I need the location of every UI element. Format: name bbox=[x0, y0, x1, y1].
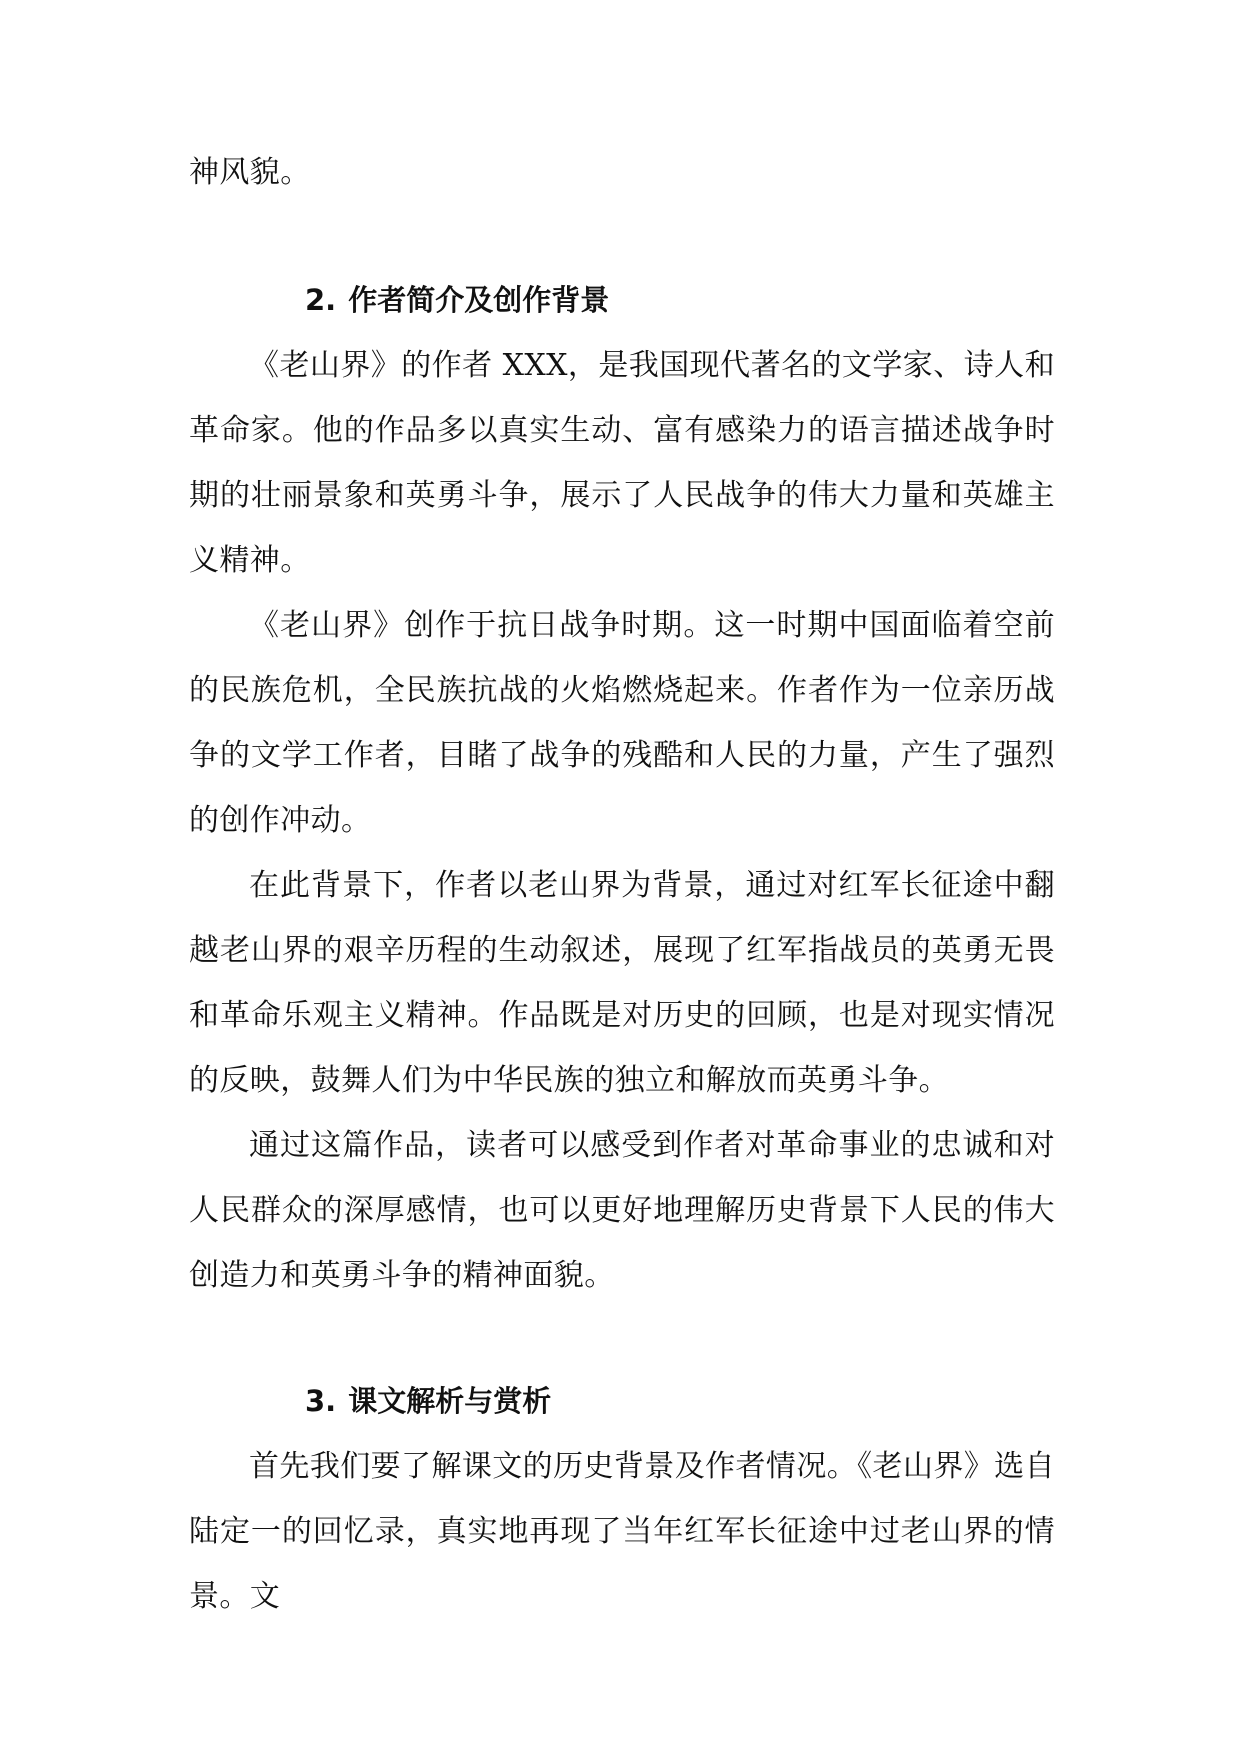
paragraph-analysis-intro: 首先我们要了解课文的历史背景及作者情况。《老山界》选自陆定一的回忆录，真实地再现了当年红军长征途中过老山界的情景。文 bbox=[189, 1449, 1055, 1614]
section-heading-text-analysis bbox=[189, 1369, 1055, 1434]
section-title: 课文解析与赏析 bbox=[348, 1384, 552, 1418]
section-heading-author-background bbox=[189, 268, 1055, 333]
section-number: 3. bbox=[305, 1384, 337, 1418]
paragraph-background-narrative: 在此背景下，作者以老山界为背景，通过对红军长征途中翻越老山界的艰辛历程的生动叙述，展现了红军指战员的英勇无畏和革命乐观主义精神。作品既是对历史的回顾，也是对现实情况的反映，鼓舞人们为中华民族的独立和解放而英勇斗争。 bbox=[189, 868, 1055, 1098]
section-title: 作者简介及创作背景 bbox=[348, 283, 610, 317]
section-number: 2. bbox=[305, 283, 337, 317]
paragraph-creation-period: 《老山界》创作于抗日战争时期。这一时期中国面临着空前的民族危机，全民族抗战的火焰燃烧起来。作者作为一位亲历战争的文学工作者，目睹了战争的残酷和人民的力量，产生了强烈的创作冲动。 bbox=[189, 608, 1055, 838]
paragraph-continuation: 神风貌。 bbox=[189, 155, 311, 190]
document-body bbox=[189, 140, 1055, 1629]
paragraph-reader-takeaway: 通过这篇作品，读者可以感受到作者对革命事业的忠诚和对人民群众的深厚感情，也可以更好地理解历史背景下人民的伟大创造力和英勇斗争的精神面貌。 bbox=[189, 1128, 1055, 1293]
paragraph-author-intro: 《老山界》的作者 XXX，是我国现代著名的文学家、诗人和革命家。他的作品多以真实生动、富有感染力的语言描述战争时期的壮丽景象和英勇斗争，展示了人民战争的伟大力量和英雄主义精神。 bbox=[189, 348, 1055, 578]
section-spacer bbox=[189, 205, 1055, 268]
section-spacer bbox=[189, 1308, 1055, 1369]
